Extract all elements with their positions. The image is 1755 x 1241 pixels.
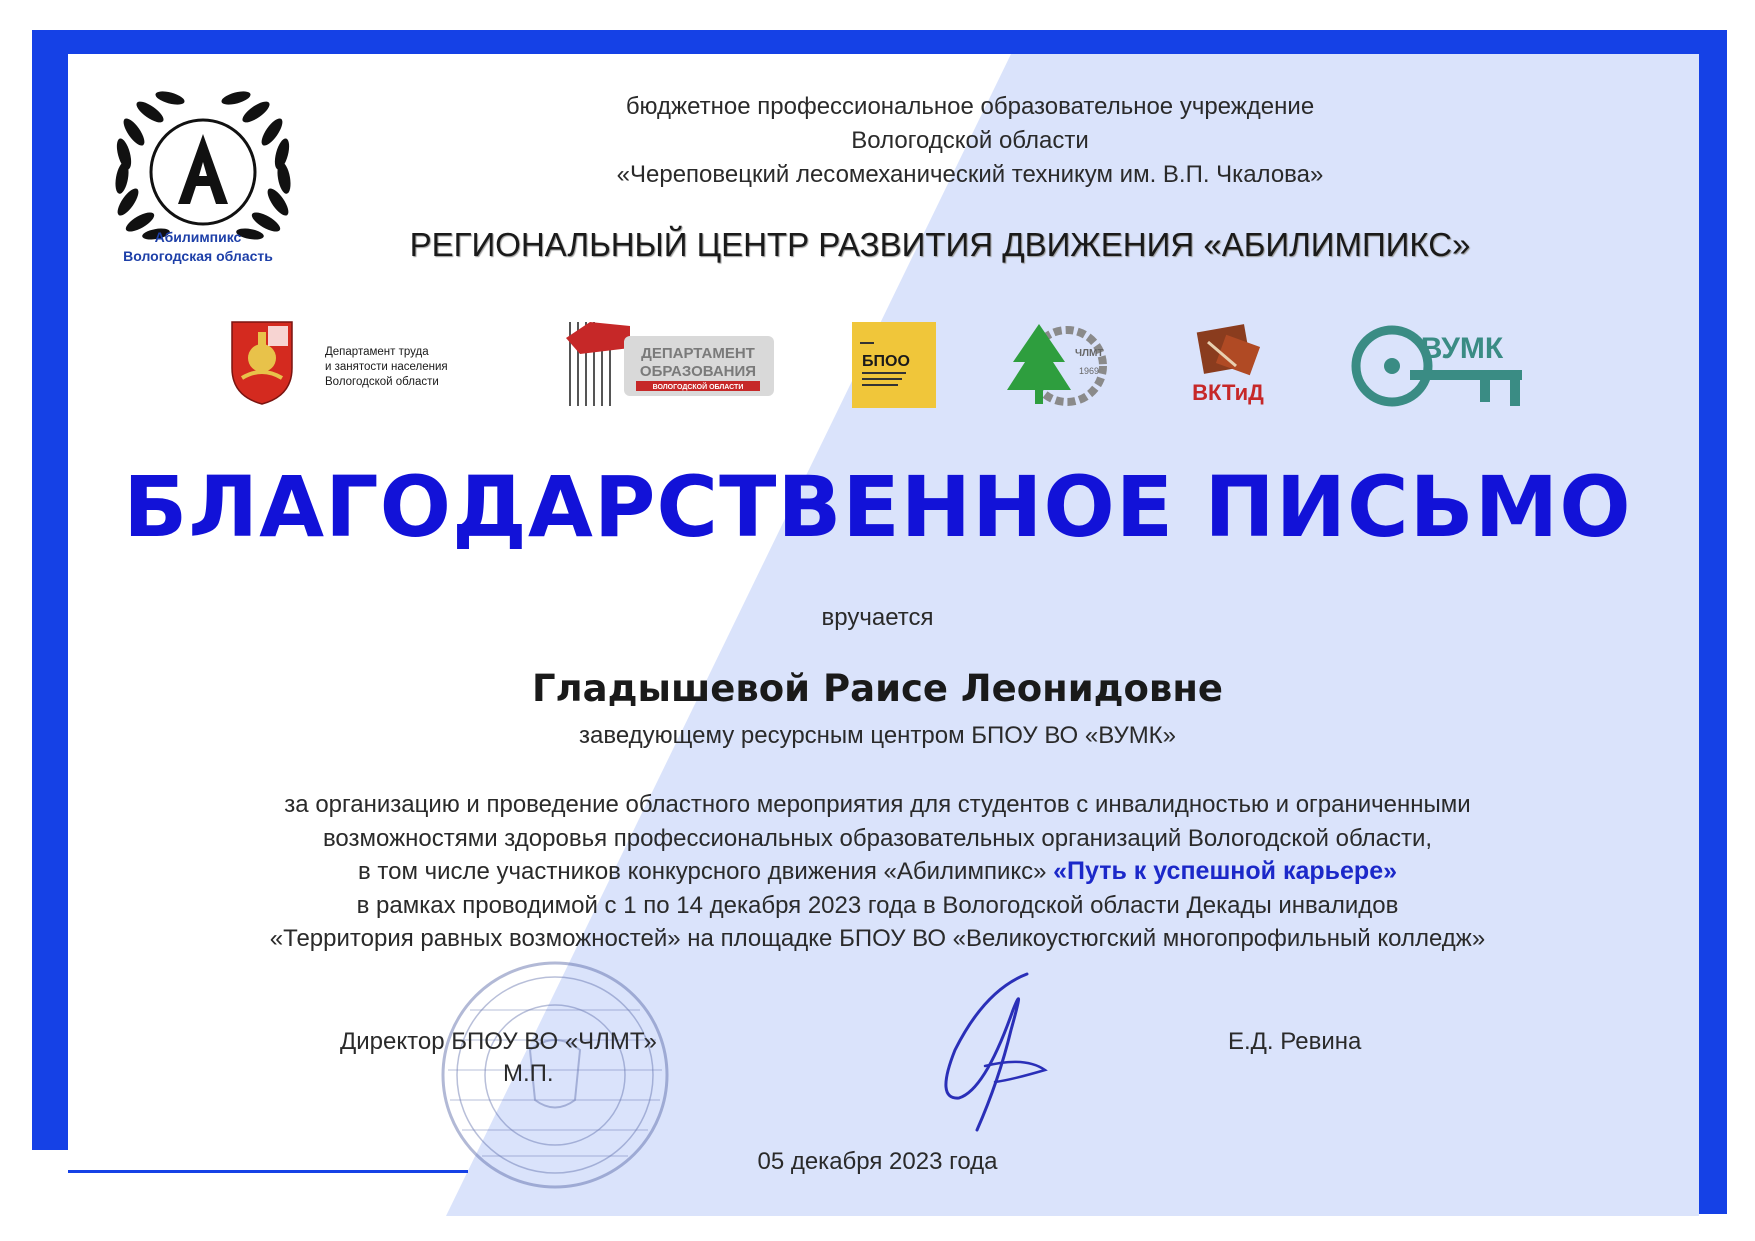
labor-dept-line3: Вологодской области bbox=[325, 376, 439, 388]
org-line-1: бюджетное профессиональное образовательное учреждение bbox=[625, 93, 1315, 120]
abilimpiks-caption-line1: Абилимпикс bbox=[154, 229, 242, 245]
certificate-title: БЛАГОДАРСТВЕННОЕ ПИСЬМО bbox=[123, 458, 1632, 556]
event-name: «Путь к успешной карьере» bbox=[1053, 857, 1398, 885]
edu-dept-line1: ДЕПАРТАМЕНТ bbox=[641, 345, 755, 362]
bpoo-label: БПОО bbox=[862, 353, 910, 370]
body-line-5: «Территория равных возможностей» на площадке БПОУ ВО «Великоустюгский многопрофильный колледж» bbox=[269, 925, 1486, 952]
regional-center-title: РЕГИОНАЛЬНЫЙ ЦЕНТР РАЗВИТИЯ ДВИЖЕНИЯ «АБИЛИМПИКС» bbox=[409, 226, 1471, 263]
recipient-name: Гладышевой Раисе Леонидовне bbox=[531, 667, 1224, 710]
gratitude-text bbox=[120, 788, 1635, 956]
handed-label: вручается bbox=[821, 604, 934, 631]
vologda-coat-of-arms-icon bbox=[228, 318, 296, 406]
stamp-place-label: М.П. bbox=[503, 1060, 554, 1087]
frame-top bbox=[32, 30, 1727, 54]
signer-name: Е.Д. Ревина bbox=[1228, 1028, 1362, 1055]
director-title: Директор БПОУ ВО «ЧЛМТ» bbox=[340, 1028, 657, 1055]
education-department-logo bbox=[560, 318, 780, 410]
edu-dept-line2: ОБРАЗОВАНИЯ bbox=[639, 363, 757, 380]
labor-department-label bbox=[325, 345, 505, 390]
chlmt-year: 1969 bbox=[1079, 366, 1100, 376]
organization-name bbox=[420, 90, 1520, 192]
labor-dept-line1: Департамент труда bbox=[325, 346, 429, 358]
body-line-2: возможностями здоровья профессиональных образовательных организаций Вологодской области, bbox=[322, 824, 1433, 852]
body-line-3 bbox=[120, 855, 1635, 889]
edu-dept-line3: ВОЛОГОДСКОЙ ОБЛАСТИ bbox=[652, 384, 744, 391]
signature bbox=[915, 970, 1070, 1135]
bpoo-logo bbox=[852, 322, 936, 408]
recipient-position: заведующему ресурсным центром БПОУ ВО «ВУМК» bbox=[578, 722, 1177, 749]
abilimpiks-caption bbox=[88, 228, 308, 266]
frame-left bbox=[32, 30, 68, 1150]
vktid-logo bbox=[1186, 322, 1270, 408]
issue-date: 05 декабря 2023 года bbox=[757, 1148, 998, 1175]
org-line-2: Вологодской области bbox=[851, 127, 1089, 154]
vktid-label: ВКТиД bbox=[1192, 380, 1264, 405]
body-line-4: в рамках проводимой с 1 по 14 декабря 2023 года в Вологодской области Декады инвалидов bbox=[356, 891, 1399, 919]
labor-dept-line2: и занятости населения bbox=[325, 361, 448, 373]
org-line-3: «Череповецкий лесомеханический техникум им. В.П. Чкалова» bbox=[616, 161, 1324, 188]
body-line-1: за организацию и проведение областного мероприятия для студентов с инвалидностью и ограниченными bbox=[284, 791, 1471, 818]
abilimpiks-caption-line2: Вологодская область bbox=[123, 248, 273, 264]
vumk-label: ВУМК bbox=[1420, 332, 1504, 365]
chlmt-label: ЧЛМТ bbox=[1075, 348, 1104, 359]
vumk-logo bbox=[1350, 324, 1530, 408]
chlmt-logo bbox=[1005, 318, 1113, 410]
body-line-3-text: в том числе участников конкурсного движения «Абилимпикс» bbox=[357, 858, 1054, 885]
